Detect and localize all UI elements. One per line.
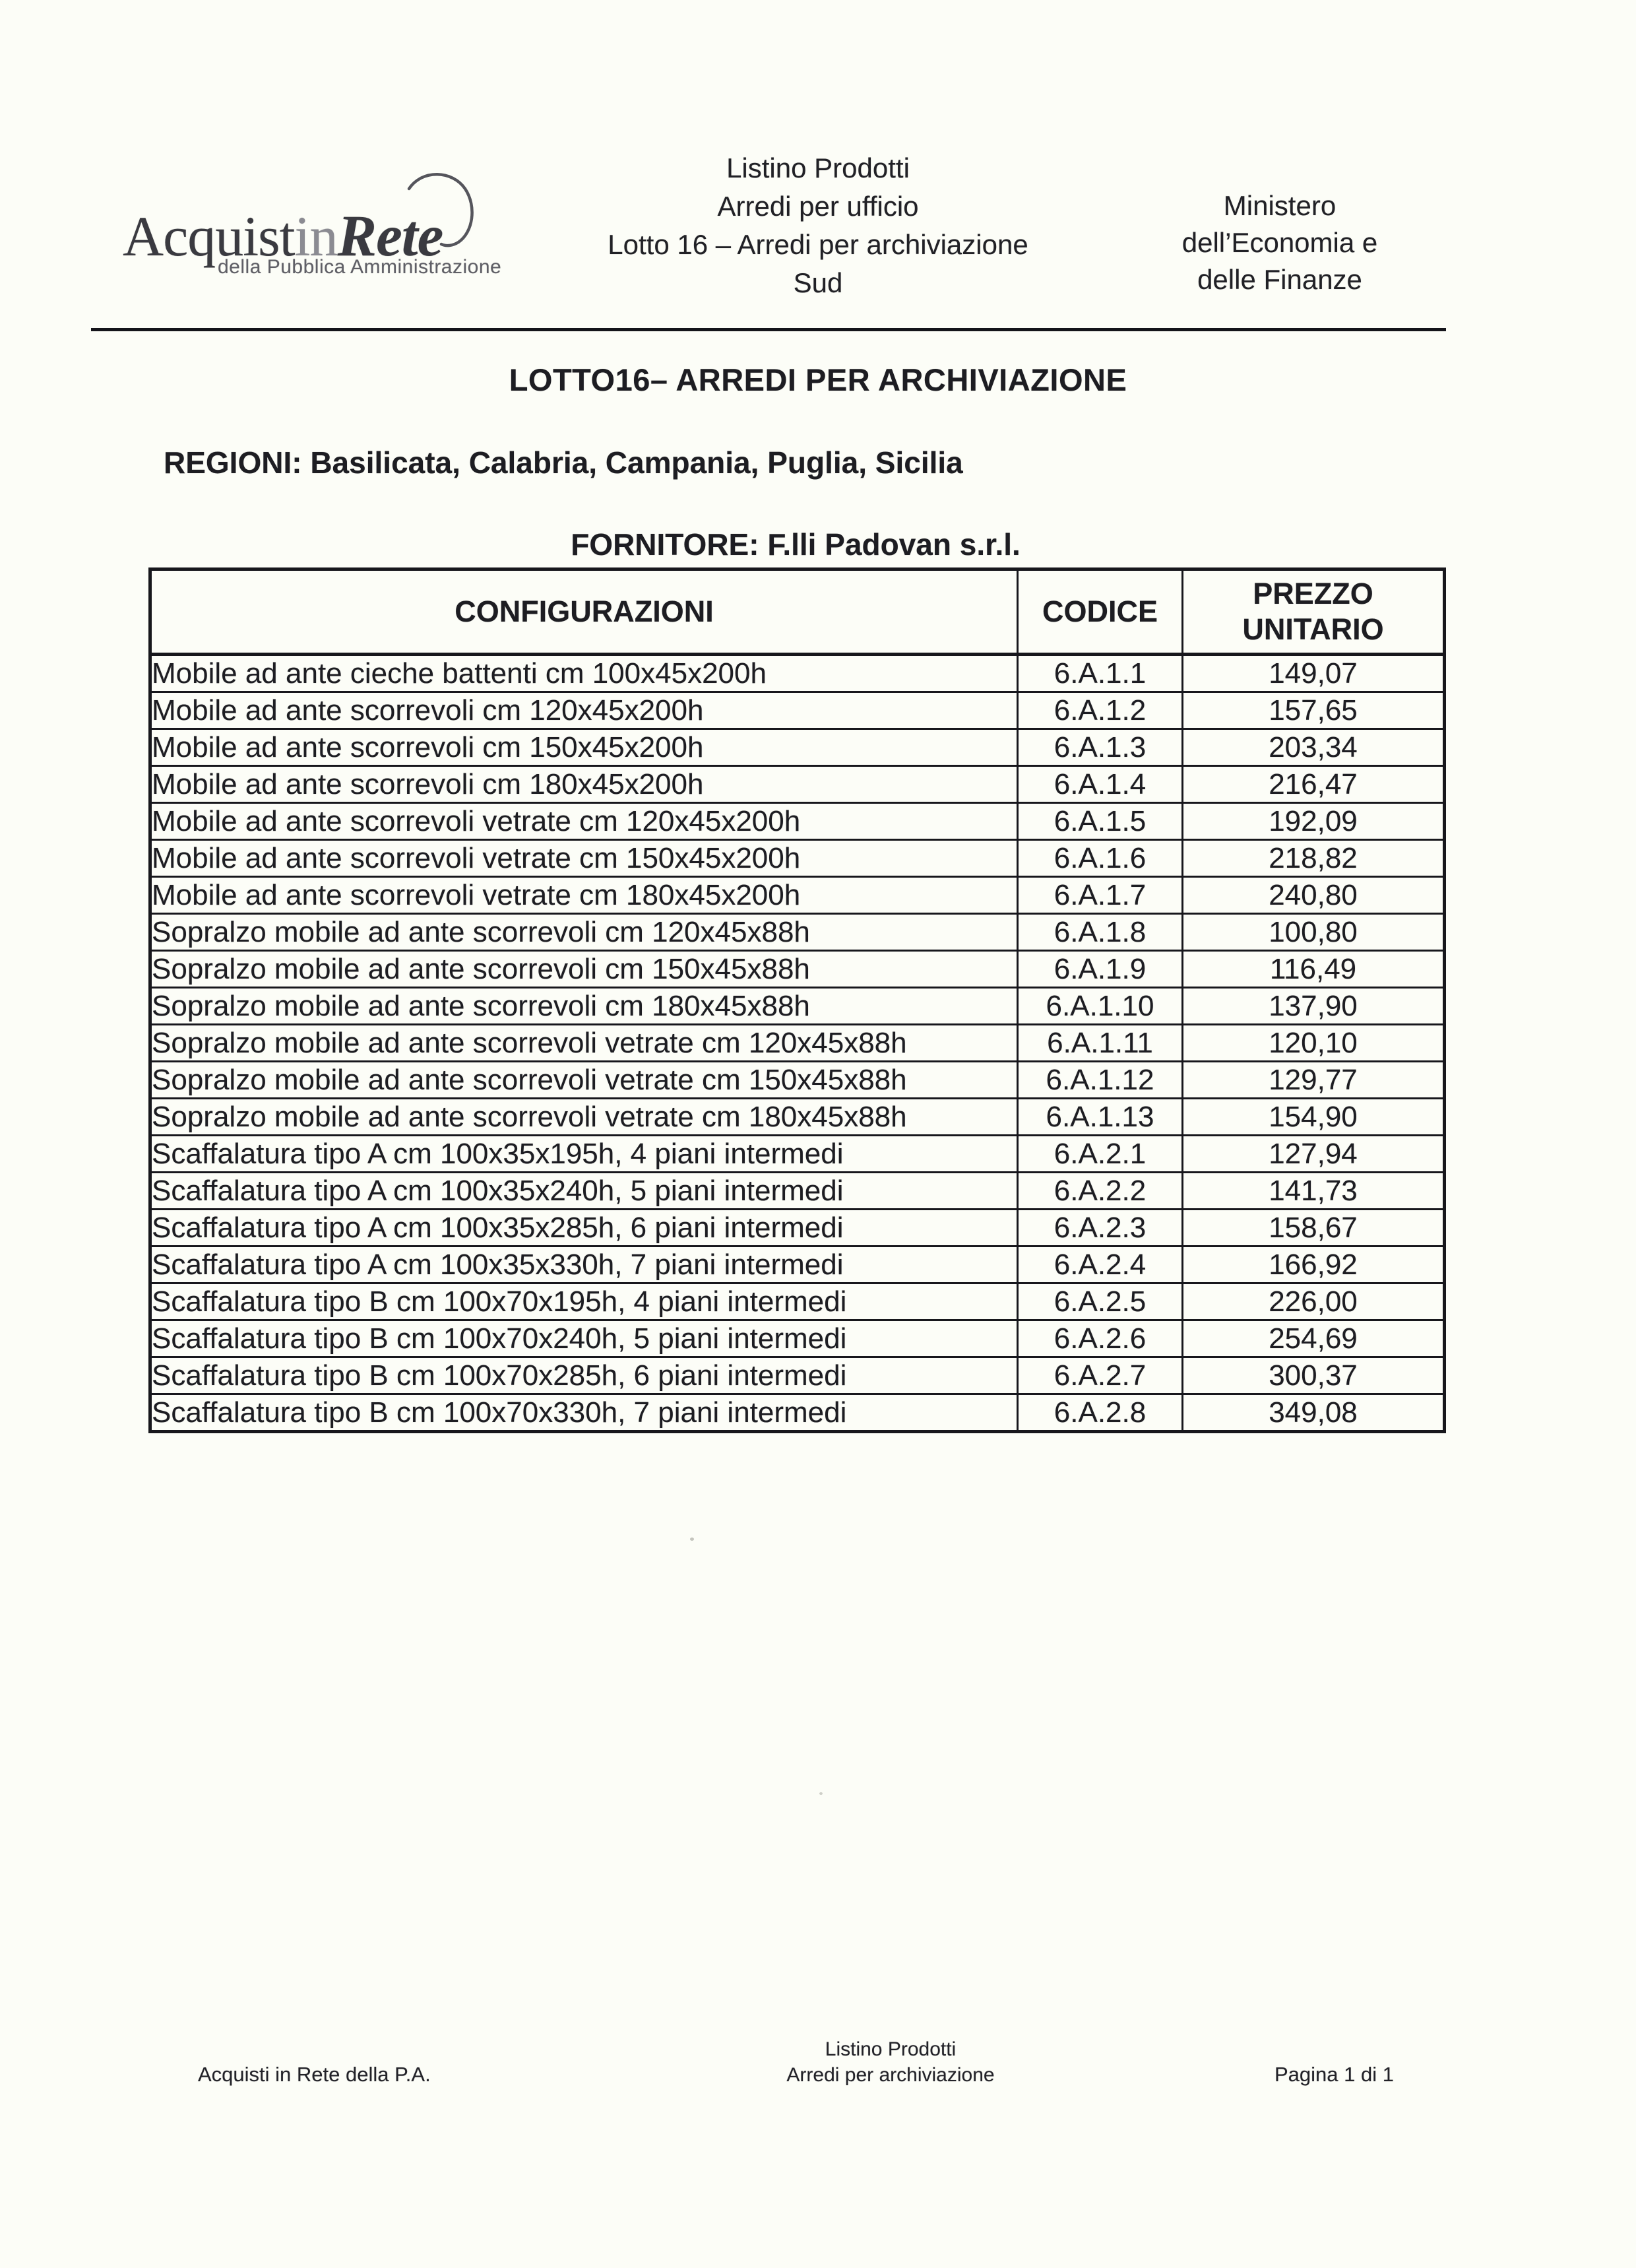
logo-text-in: in: [294, 205, 338, 268]
code-cell: 6.A.1.10: [1018, 988, 1183, 1025]
config-cell: Mobile ad ante scorrevoli vetrate cm 120x45x200h: [150, 803, 1018, 840]
table-row: [150, 655, 1445, 692]
code-cell: 6.A.1.7: [1018, 877, 1183, 914]
supplier-line: FORNITORE: F.lli Padovan s.r.l.: [571, 527, 1021, 562]
code-cell: 6.A.1.8: [1018, 914, 1183, 951]
table-row: [150, 1173, 1445, 1210]
footer-center-line-1: Listino Prodotti: [825, 2038, 957, 2060]
table-row: [150, 1357, 1445, 1394]
footer-center: [693, 2036, 1088, 2088]
config-cell: Scaffalatura tipo A cm 100x35x285h, 6 piani intermedi: [150, 1210, 1018, 1247]
regions-line: REGIONI: Basilicata, Calabria, Campania, Puglia, Sicilia: [164, 445, 963, 480]
scan-speck: [690, 1538, 694, 1541]
table-row: [150, 729, 1445, 766]
code-cell: 6.A.1.3: [1018, 729, 1183, 766]
code-cell: 6.A.1.13: [1018, 1099, 1183, 1136]
price-cell: 137,90: [1183, 988, 1445, 1025]
price-cell: 240,80: [1183, 877, 1445, 914]
column-header-configurazioni: CONFIGURAZIONI: [150, 569, 1018, 655]
config-cell: Sopralzo mobile ad ante scorrevoli vetrate cm 180x45x88h: [150, 1099, 1018, 1136]
table-row: [150, 951, 1445, 988]
table-row: [150, 1320, 1445, 1357]
table-row: [150, 692, 1445, 729]
price-cell: 216,47: [1183, 766, 1445, 803]
ministry-block: [1115, 187, 1445, 298]
table-row: [150, 988, 1445, 1025]
price-table: [148, 567, 1446, 1433]
logo-swoosh-icon: [401, 170, 476, 251]
table-row: [150, 1062, 1445, 1099]
code-cell: 6.A.2.4: [1018, 1247, 1183, 1283]
price-cell: 203,34: [1183, 729, 1445, 766]
table-row: [150, 766, 1445, 803]
code-cell: 6.A.1.9: [1018, 951, 1183, 988]
price-cell: 141,73: [1183, 1173, 1445, 1210]
code-cell: 6.A.1.11: [1018, 1025, 1183, 1062]
table-row: [150, 1099, 1445, 1136]
config-cell: Mobile ad ante scorrevoli vetrate cm 180x45x200h: [150, 877, 1018, 914]
table-row: [150, 1136, 1445, 1173]
footer-site-label: Acquisti in Rete della P.A.: [198, 2063, 431, 2086]
config-cell: Scaffalatura tipo A cm 100x35x330h, 7 piani intermedi: [150, 1247, 1018, 1283]
table-row: [150, 877, 1445, 914]
code-cell: 6.A.2.7: [1018, 1357, 1183, 1394]
header-line-sud: Sud: [793, 267, 843, 298]
config-cell: Mobile ad ante scorrevoli cm 120x45x200h: [150, 692, 1018, 729]
code-cell: 6.A.2.5: [1018, 1283, 1183, 1320]
config-cell: Mobile ad ante scorrevoli vetrate cm 150x45x200h: [150, 840, 1018, 877]
table-row: [150, 1025, 1445, 1062]
price-cell: 154,90: [1183, 1099, 1445, 1136]
table-row: [150, 1283, 1445, 1320]
ministry-line-2: dell’Economia e: [1181, 227, 1378, 258]
header-line-listino: Listino Prodotti: [726, 152, 910, 183]
price-cell: 129,77: [1183, 1062, 1445, 1099]
footer-page-number: Pagina 1 di 1: [1274, 2063, 1394, 2086]
code-cell: 6.A.2.1: [1018, 1136, 1183, 1173]
price-cell: 116,49: [1183, 951, 1445, 988]
ministry-line-3: delle Finanze: [1197, 264, 1362, 295]
price-cell: 127,94: [1183, 1136, 1445, 1173]
logo-text-acquist: Acquist: [123, 205, 295, 268]
config-cell: Scaffalatura tipo B cm 100x70x240h, 5 piani intermedi: [150, 1320, 1018, 1357]
ministry-line-1: Ministero: [1223, 190, 1337, 221]
config-cell: Scaffalatura tipo B cm 100x70x285h, 6 piani intermedi: [150, 1357, 1018, 1394]
config-cell: Scaffalatura tipo B cm 100x70x330h, 7 piani intermedi: [150, 1394, 1018, 1432]
code-cell: 6.A.1.12: [1018, 1062, 1183, 1099]
code-cell: 6.A.1.1: [1018, 655, 1183, 692]
page-title: LOTTO16– ARREDI PER ARCHIVIAZIONE: [509, 362, 1127, 397]
price-cell: 218,82: [1183, 840, 1445, 877]
column-header-codice: CODICE: [1018, 569, 1183, 655]
config-cell: Sopralzo mobile ad ante scorrevoli cm 150x45x88h: [150, 951, 1018, 988]
table-row: [150, 1210, 1445, 1247]
code-cell: 6.A.2.6: [1018, 1320, 1183, 1357]
code-cell: 6.A.1.2: [1018, 692, 1183, 729]
price-cell: 226,00: [1183, 1283, 1445, 1320]
footer-center-line-2: Arredi per archiviazione: [786, 2064, 995, 2086]
header-divider-rule: [91, 328, 1446, 331]
price-cell: 254,69: [1183, 1320, 1445, 1357]
header-line-arredi: Arredi per ufficio: [717, 191, 919, 222]
config-cell: Sopralzo mobile ad ante scorrevoli vetrate cm 120x45x88h: [150, 1025, 1018, 1062]
price-table-body: [150, 655, 1445, 1432]
scan-speck: [819, 1792, 823, 1795]
header-line-lotto: Lotto 16 – Arredi per archiviazione: [608, 229, 1028, 260]
code-cell: 6.A.1.5: [1018, 803, 1183, 840]
price-cell: 120,10: [1183, 1025, 1445, 1062]
table-row: [150, 914, 1445, 951]
table-row: [150, 1247, 1445, 1283]
config-cell: Sopralzo mobile ad ante scorrevoli cm 120x45x88h: [150, 914, 1018, 951]
document-header-center: [587, 149, 1049, 302]
price-cell: 158,67: [1183, 1210, 1445, 1247]
price-cell: 192,09: [1183, 803, 1445, 840]
code-cell: 6.A.2.2: [1018, 1173, 1183, 1210]
config-cell: Mobile ad ante scorrevoli cm 180x45x200h: [150, 766, 1018, 803]
config-cell: Mobile ad ante scorrevoli cm 150x45x200h: [150, 729, 1018, 766]
config-cell: Scaffalatura tipo A cm 100x35x195h, 4 piani intermedi: [150, 1136, 1018, 1173]
price-cell: 300,37: [1183, 1357, 1445, 1394]
code-cell: 6.A.1.6: [1018, 840, 1183, 877]
price-cell: 149,07: [1183, 655, 1445, 692]
table-row: [150, 840, 1445, 877]
code-cell: 6.A.2.8: [1018, 1394, 1183, 1432]
config-cell: Mobile ad ante cieche battenti cm 100x45x200h: [150, 655, 1018, 692]
price-cell: 100,80: [1183, 914, 1445, 951]
logo-text-rete: Rete: [337, 203, 443, 269]
code-cell: 6.A.2.3: [1018, 1210, 1183, 1247]
config-cell: Sopralzo mobile ad ante scorrevoli vetrate cm 150x45x88h: [150, 1062, 1018, 1099]
config-cell: Scaffalatura tipo B cm 100x70x195h, 4 piani intermedi: [150, 1283, 1018, 1320]
price-cell: 349,08: [1183, 1394, 1445, 1432]
price-cell: 166,92: [1183, 1247, 1445, 1283]
logo-tagline: della Pubblica Amministrazione: [218, 256, 502, 278]
config-cell: Scaffalatura tipo A cm 100x35x240h, 5 piani intermedi: [150, 1173, 1018, 1210]
price-cell: 157,65: [1183, 692, 1445, 729]
table-row: [150, 803, 1445, 840]
table-header-row: [150, 569, 1445, 655]
code-cell: 6.A.1.4: [1018, 766, 1183, 803]
column-header-prezzo-unitario: PREZZO UNITARIO: [1183, 569, 1445, 655]
config-cell: Sopralzo mobile ad ante scorrevoli cm 180x45x88h: [150, 988, 1018, 1025]
table-row: [150, 1394, 1445, 1432]
